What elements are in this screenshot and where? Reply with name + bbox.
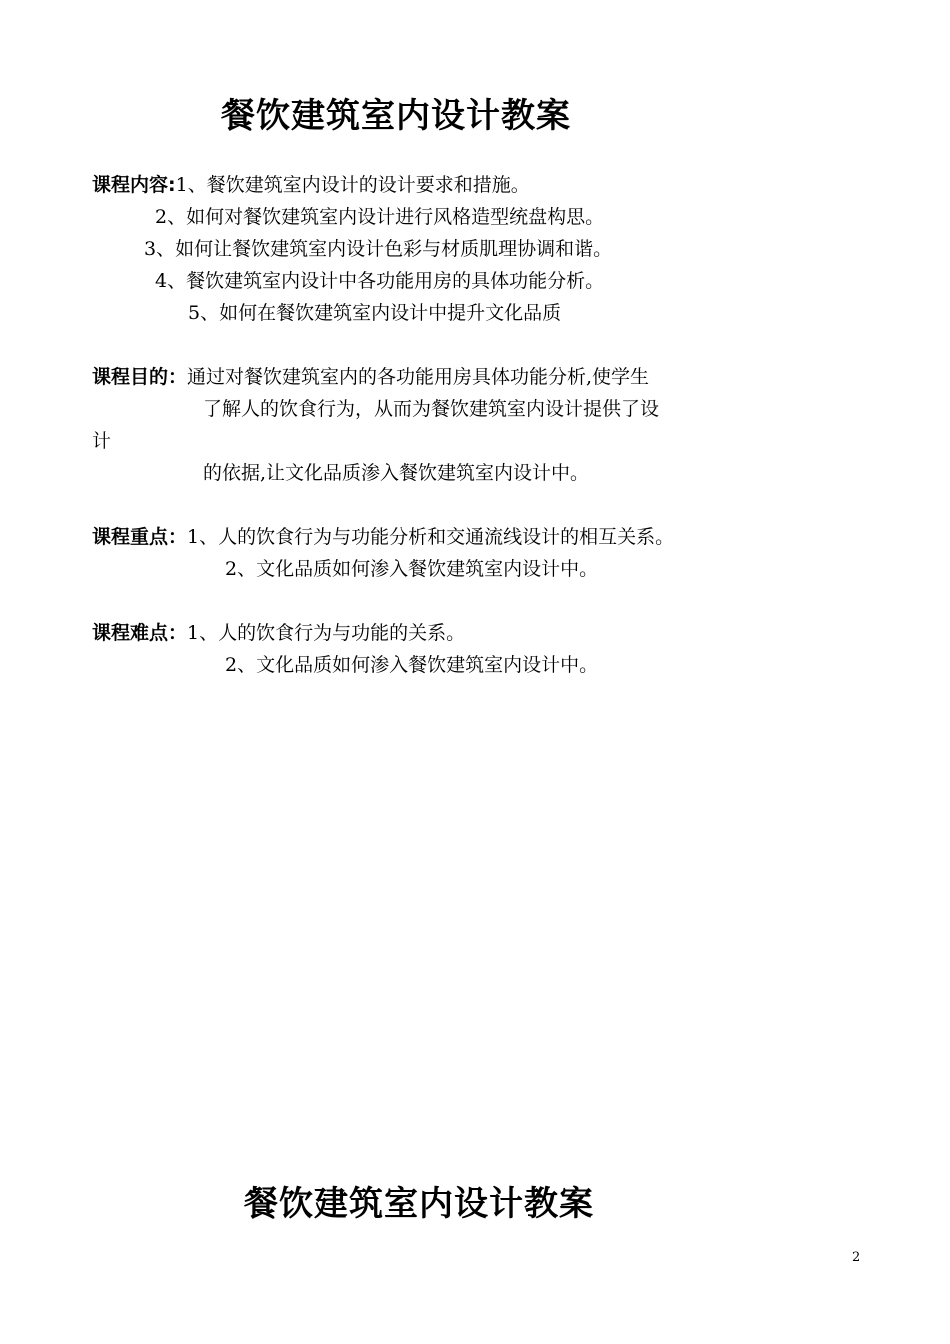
document-title: 餐饮建筑室内设计教案 <box>221 96 571 136</box>
content-item-2: 2、如何对餐饮建筑室内设计进行风格造型统盘构思。 <box>155 206 605 228</box>
difficulty-2: 2、文化品质如何渗入餐饮建筑室内设计中。 <box>225 654 599 676</box>
goal-text-2: 了解人的饮食行为，从而为餐饮建筑室内设计提供了设 <box>203 398 660 420</box>
page-number: 2 <box>852 1250 861 1265</box>
key-point-1: 1、人的饮食行为与功能分析和交通流线设计的相互关系。 <box>187 526 675 548</box>
content-item-4: 4、餐饮建筑室内设计中各功能用房的具体功能分析。 <box>155 270 605 292</box>
content-item-3: 3、如何让餐饮建筑室内设计色彩与材质肌理协调和谐。 <box>144 238 613 260</box>
goal-text-4: 的依据,让文化品质渗入餐饮建筑室内设计中。 <box>203 462 590 484</box>
key-points-line-1 <box>92 524 674 550</box>
key-point-2: 2、文化品质如何渗入餐饮建筑室内设计中。 <box>225 558 599 580</box>
difficulty-1: 1、人的饮食行为与功能的关系。 <box>187 622 466 644</box>
goal-text-3: 计 <box>92 430 112 452</box>
key-points-label: 课程重点： <box>92 526 188 548</box>
content-label: 课程内容: <box>92 174 176 196</box>
goal-label: 课程目的： <box>92 366 188 388</box>
content-item-1: 1、餐饮建筑室内设计的设计要求和措施。 <box>175 174 530 196</box>
goal-text-1: 通过对餐饮建筑室内的各功能用房具体功能分析,使学生 <box>187 366 650 388</box>
difficulties-label: 课程难点： <box>92 622 188 644</box>
difficulties-line-1 <box>92 620 465 646</box>
content-item-5: 5、如何在餐饮建筑室内设计中提升文化品质 <box>188 302 562 324</box>
next-section-title: 餐饮建筑室内设计教案 <box>244 1184 594 1224</box>
goal-line-1 <box>92 364 649 390</box>
content-line-1 <box>92 172 530 198</box>
